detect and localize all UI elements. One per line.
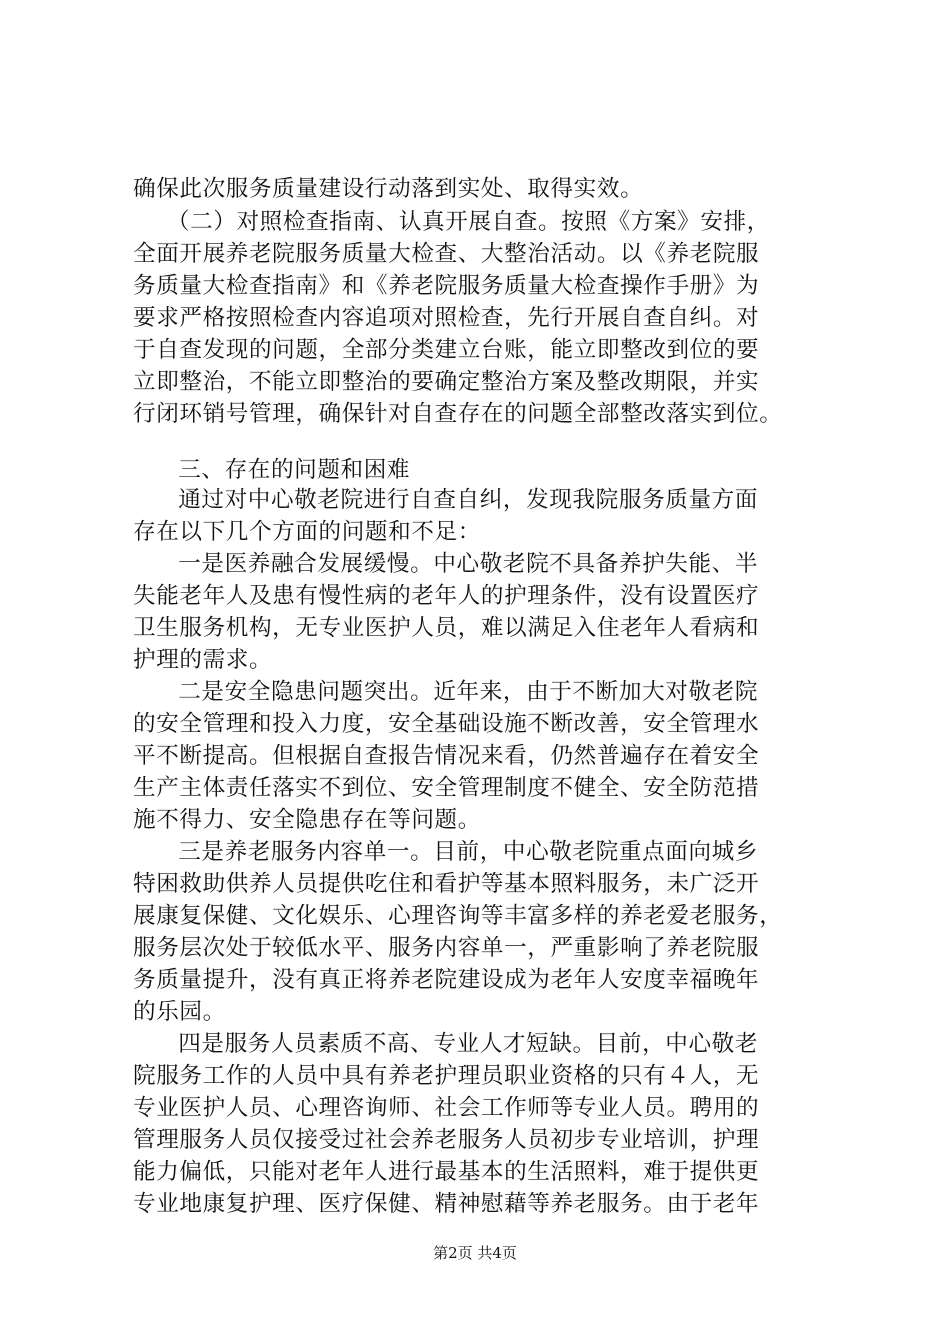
text-line: 专业医护人员、心理咨询师、社会工作师等专业人员。聘用的 (133, 1095, 760, 1121)
text-line: 施不得力、安全隐患存在等问题。 (133, 807, 481, 833)
text-line: 确保此次服务质量建设行动落到实处、取得实效。 (133, 176, 644, 202)
page-footer: 第2页 共4页 (433, 1244, 517, 1262)
text-line: 失能老年人及患有慢性病的老年人的护理条件，没有设置医疗 (133, 583, 760, 609)
text-line: 管理服务人员仅接受过社会养老服务人员初步专业培训，护理 (133, 1127, 760, 1153)
text-line: 行闭环销号管理，确保针对自查存在的问题全部整改落实到位。 (133, 401, 783, 427)
text-line: 一是医养融合发展缓慢。中心敬老院不具备养护失能、半 (155, 551, 759, 577)
section-heading: 三、存在的问题和困难 (155, 457, 411, 483)
text-line: （二）对照检查指南、认真开展自查。按照《方案》安排， (155, 209, 770, 235)
text-line: 四是服务人员素质不高、专业人才短缺。目前，中心敬老 (155, 1031, 759, 1057)
text-line: 二是安全隐患问题突出。近年来，由于不断加大对敬老院 (155, 679, 759, 705)
text-line: 专业地康复护理、医疗保健、精神慰藉等养老服务。由于老年 (133, 1191, 760, 1217)
text-line: 平不断提高。但根据自查报告情况来看，仍然普遍存在着安全 (133, 743, 760, 769)
text-line: 务质量大检查指南》和《养老院服务质量大检查操作手册》为 (133, 273, 760, 299)
text-line: 特困救助供养人员提供吃住和看护等基本照料服务，未广泛开 (133, 871, 760, 897)
text-line: 存在以下几个方面的问题和不足： (133, 519, 481, 545)
text-line: 务质量提升，没有真正将养老院建设成为老年人安度幸福晚年 (133, 967, 760, 993)
text-line: 通过对中心敬老院进行自查自纠，发现我院服务质量方面 (155, 487, 759, 513)
text-line: 于自查发现的问题，全部分类建立台账，能立即整改到位的要 (133, 337, 760, 363)
text-line: 服务层次处于较低水平、服务内容单一，严重影响了养老院服 (133, 935, 760, 961)
text-line: 三是养老服务内容单一。目前，中心敬老院重点面向城乡 (155, 839, 759, 865)
text-line: 的安全管理和投入力度，安全基础设施不断改善，安全管理水 (133, 711, 760, 737)
text-line: 护理的需求。 (133, 647, 273, 673)
text-line: 要求严格按照检查内容追项对照检查，先行开展自查自纠。对 (133, 305, 760, 331)
text-line: 的乐园。 (133, 999, 226, 1025)
text-line: 卫生服务机构，无专业医护人员，难以满足入住老年人看病和 (133, 615, 760, 641)
text-line: 能力偏低，只能对老年人进行最基本的生活照料，难于提供更 (133, 1159, 760, 1185)
text-line: 院服务工作的人员中具有养老护理员职业资格的只有４人，无 (133, 1063, 760, 1089)
text-line: 立即整治，不能立即整治的要确定整治方案及整改期限，并实 (133, 369, 760, 395)
text-line: 生产主体责任落实不到位、安全管理制度不健全、安全防范措 (133, 775, 760, 801)
text-line: 展康复保健、文化娱乐、心理咨询等丰富多样的养老爱老服务， (133, 903, 783, 929)
text-line: 全面开展养老院服务质量大检查、大整治活动。以《养老院服 (133, 241, 760, 267)
